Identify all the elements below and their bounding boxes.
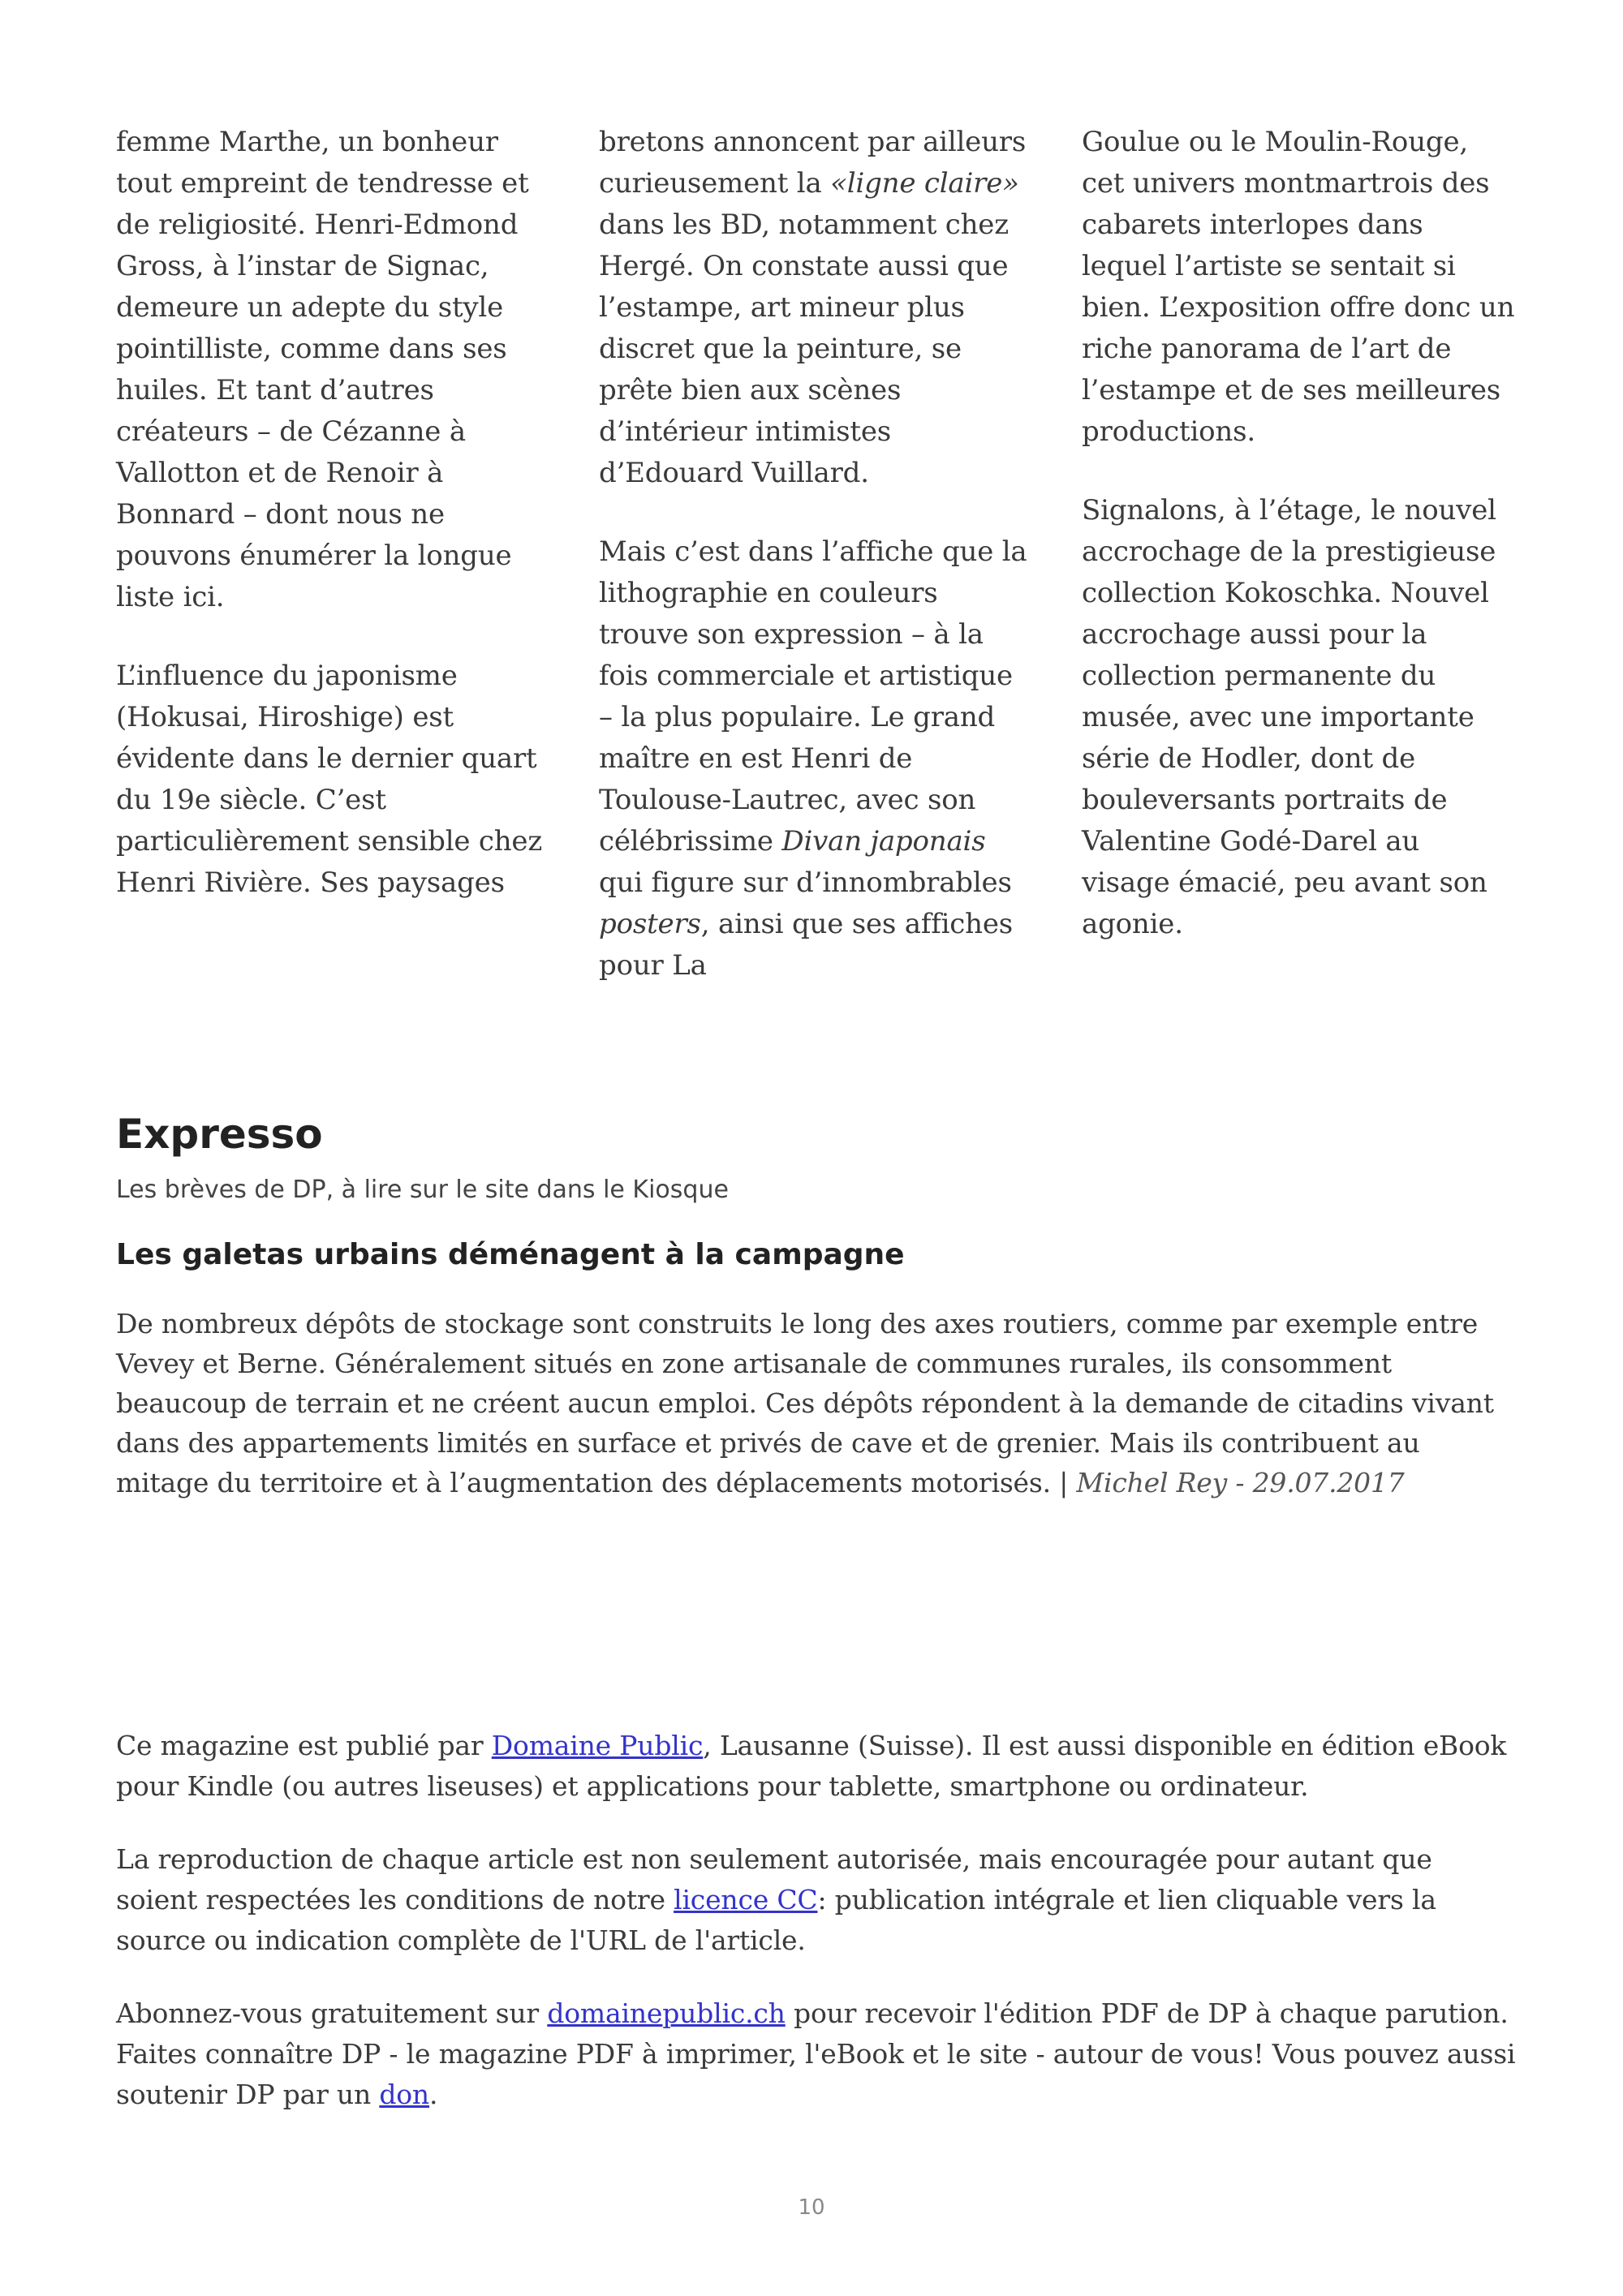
article-column-1	[116, 122, 550, 1024]
text-span: La reproduction de chaque article est non seulement autorisée, mais encouragée pour autant que soient respectées les conditions de notre	[116, 1843, 1432, 1915]
page-number: 10	[798, 2195, 825, 2220]
text-span: qui figure sur d’innombrables	[599, 866, 1012, 899]
emphasis: «ligne claire»	[830, 167, 1019, 200]
emphasis: posters	[599, 908, 701, 940]
paragraph: L’influence du japonisme (Hokusai, Hiroshige) est évidente dans le dernier quart du 19e siècle. C’est particulièrement sensible chez Henri Rivière. Ses paysages	[116, 660, 543, 899]
paragraph	[599, 122, 1033, 494]
footer-paragraph	[116, 1839, 1516, 1961]
paragraph: Goulue ou le Moulin-Rouge, cet univers montmartrois des cabarets interlopes dans lequel l’artiste se sentait si bien. L’exposition offre donc un riche panorama de l’art de l’estampe et de ses meilleures productions.	[1082, 126, 1515, 448]
text-span: , ainsi que ses affiches pour La	[599, 908, 1014, 982]
article-column-3	[1082, 122, 1516, 1024]
text-span: : publication intégrale et lien cliquable vers la source ou indication complète de l'URL de l'article.	[116, 1884, 1436, 1956]
emphasis: Divan japonais	[781, 825, 986, 858]
text-span: Ce magazine est publié par	[116, 1730, 492, 1761]
article-columns	[116, 122, 1516, 1024]
article-column-2	[599, 122, 1033, 1024]
text-span: bretons annoncent par ailleurs curieusement la	[599, 126, 1027, 200]
brief-author: Michel Rey - 29.07.2017	[1076, 1467, 1405, 1498]
text-span: .	[429, 2079, 438, 2110]
brief-text	[116, 1304, 1516, 1503]
section-subtitle: Les brèves de DP, à lire sur le site dans le Kiosque	[116, 1176, 729, 1204]
section-title: Expresso	[116, 1111, 323, 1158]
donation-link[interactable]: don	[379, 2079, 429, 2110]
paragraph	[599, 531, 1033, 987]
domaine-public-link[interactable]: Domaine Public	[491, 1730, 704, 1761]
domainepublic-link[interactable]: domainepublic.ch	[547, 1997, 786, 2029]
text-span: , Lausanne (Suisse). Il est aussi disponible en édition eBook pour Kindle (ou autres liseuses) et applications pour tablette, smartphone ou ordinateur.	[116, 1730, 1507, 1802]
licence-cc-link[interactable]: licence CC	[674, 1884, 818, 1915]
expresso-section	[116, 1107, 1516, 1503]
text-span: Mais c’est dans l’affiche que la lithographie en couleurs trouve son expression – à la fois commerciale et artistique – la plus populaire. Le grand maître en est Henri de Toulouse-Lautrec, avec son célébrissime	[599, 535, 1027, 858]
text-span: dans les BD, notamment chez Hergé. On constate aussi que l’estampe, art mineur plus discret que la peinture, se prête bien aux scènes d’intérieur intimistes d’Edouard Vuillard.	[599, 209, 1009, 489]
footer-paragraph	[116, 1726, 1516, 1807]
text-span: Abonnez-vous gratuitement sur	[116, 1997, 548, 2029]
brief-title: Les galetas urbains déménagent à la campagne	[116, 1238, 905, 1271]
footer-paragraph	[116, 1993, 1516, 2115]
text-span: pour recevoir l'édition PDF de DP à chaque parution. Faites connaître DP - le magazine PDF à imprimer, l'eBook et le site - autour de vous! Vous pouvez aussi soutenir DP par un	[116, 1997, 1516, 2110]
publisher-footer	[116, 1726, 1516, 2148]
text-span: De nombreux dépôts de stockage sont construits le long des axes routiers, comme par exemple entre Vevey et Berne. Généralement situés en zone artisanale de communes rurales, ils consomment beaucoup de terrain et ne créent aucun emploi. Ces dépôts répondent à la demande de citadins vivant dans des appartements limités en surface et privés de cave et de grenier. Mais ils contribuent au mitage du territoire et à l’augmentation des déplacements motorisés. |	[116, 1308, 1494, 1498]
paragraph: femme Marthe, un bonheur tout empreint de tendresse et de religiosité. Henri-Edmond Gross, à l’instar de Signac, demeure un adepte du style pointilliste, comme dans ses huiles. Et tant d’autres créateurs – de Cézanne à Vallotton et de Renoir à Bonnard – dont nous ne pouvons énumérer la longue liste ici.	[116, 126, 529, 613]
paragraph: Signalons, à l’étage, le nouvel accrochage de la prestigieuse collection Kokoschka. Nouvel accrochage aussi pour la collection permanente du musée, avec une importante série de Hodler, dont de bouleversants portraits de Valentine Godé-Darel au visage émacié, peu avant son agonie.	[1082, 494, 1496, 940]
